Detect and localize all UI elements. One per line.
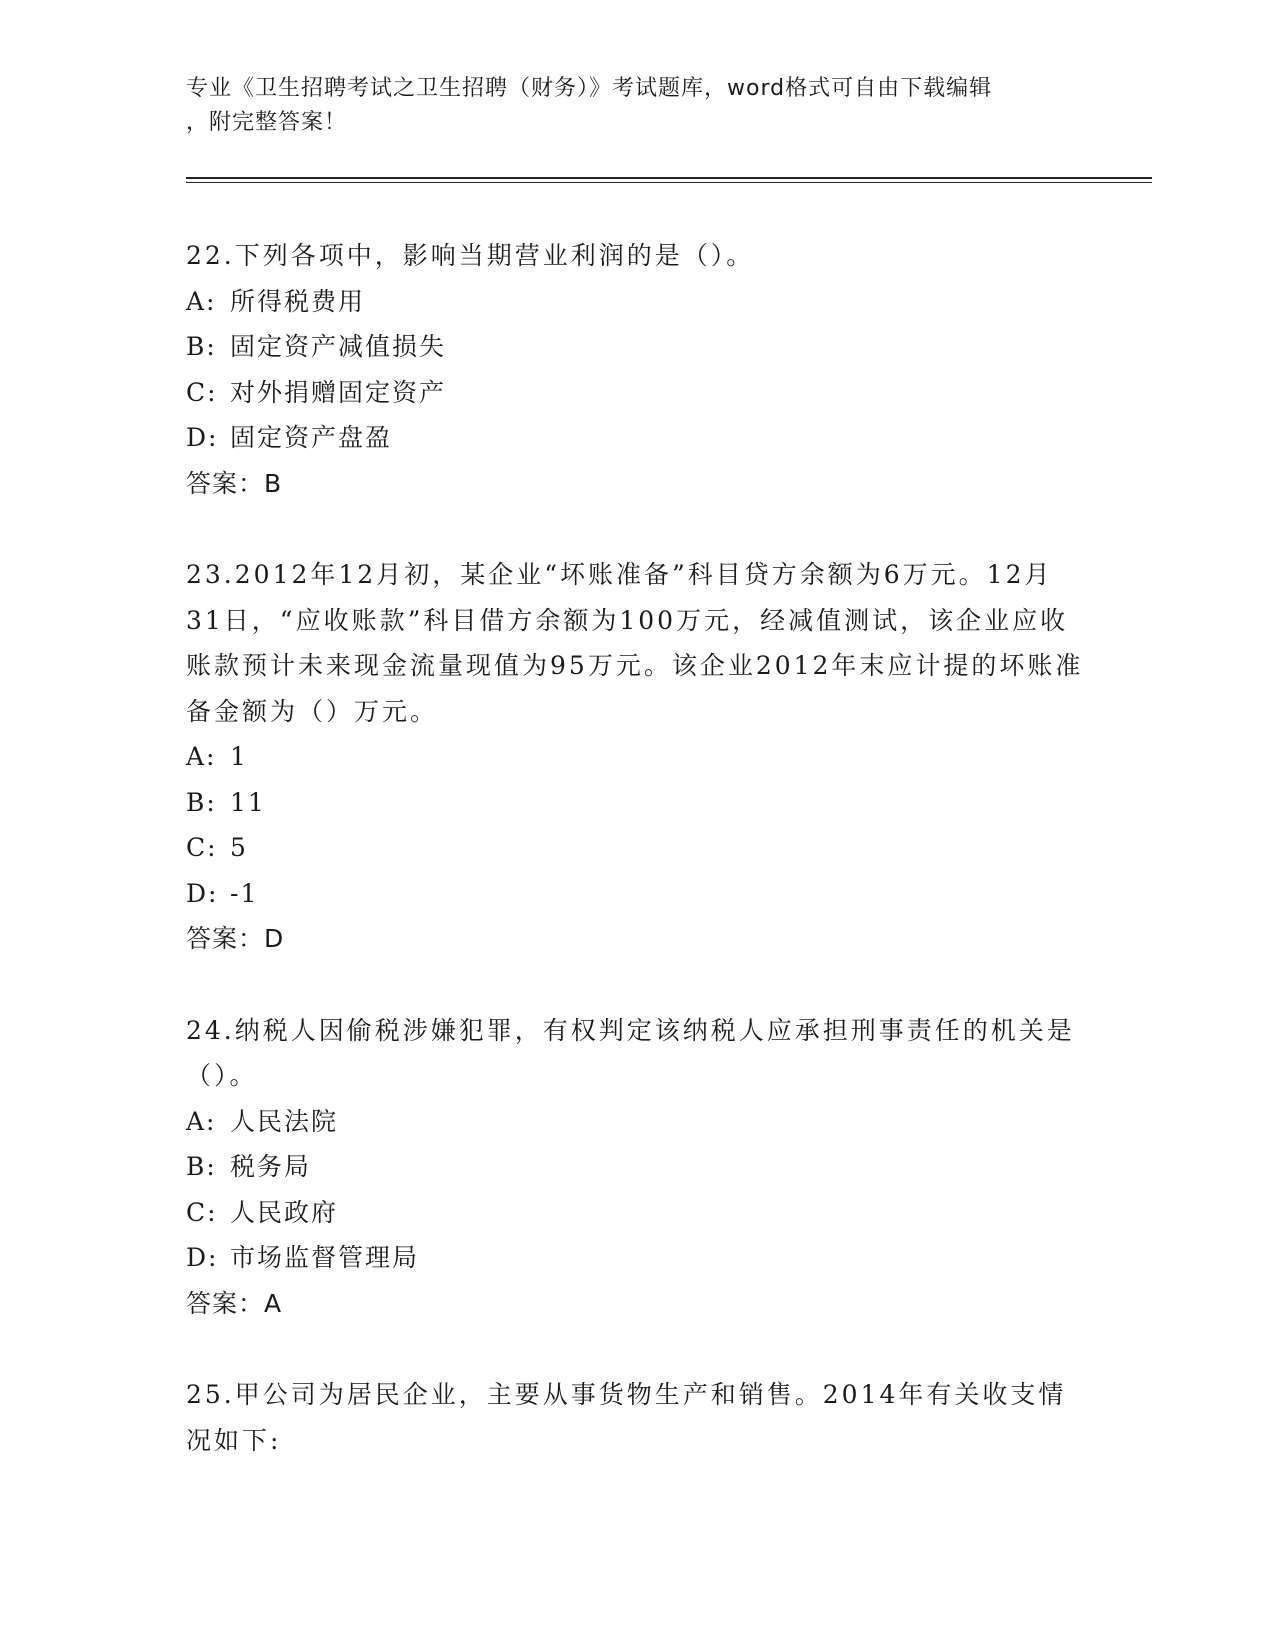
option-text: 1 xyxy=(230,742,248,771)
question-text: 22.下列各项中，影响当期营业利润的是（）。 xyxy=(186,241,755,270)
question-23 xyxy=(186,552,1086,962)
option-b xyxy=(186,324,1086,370)
option-letter: D: xyxy=(186,1243,219,1272)
option-letter: D: xyxy=(186,423,219,452)
option-letter: A: xyxy=(186,1106,217,1136)
option-c xyxy=(186,825,1086,871)
option-c xyxy=(186,370,1086,416)
option-letter: D: xyxy=(186,878,219,908)
option-d xyxy=(186,415,1086,461)
option-a xyxy=(186,279,1086,325)
option-b xyxy=(186,1144,1086,1190)
option-text: 人民法院 xyxy=(230,1106,339,1136)
option-letter: C: xyxy=(186,833,218,862)
option-letter: C: xyxy=(186,1197,218,1227)
question-text: 25.甲公司为居民企业，主要从事货物生产和销售。2014年有关收支情况如下: xyxy=(186,1380,1067,1455)
answer-line: 答案：B xyxy=(186,468,283,498)
document-header xyxy=(186,72,1076,140)
header-line-2: ，附完整答案！ xyxy=(186,110,348,135)
option-a xyxy=(186,734,1086,780)
question-text: 24.纳税人因偷税涉嫌犯罪，有权判定该纳税人应承担刑事责任的机关是（）。 xyxy=(186,1015,1075,1090)
option-text: 市场监督管理局 xyxy=(230,1243,420,1272)
option-d xyxy=(186,871,1086,917)
header-divider-thick xyxy=(186,177,1152,179)
option-c xyxy=(186,1190,1086,1236)
option-letter: B: xyxy=(186,787,217,817)
option-letter: A: xyxy=(186,742,217,771)
option-text: 所得税费用 xyxy=(230,286,366,316)
question-list xyxy=(186,233,1086,1509)
option-b xyxy=(186,780,1086,826)
option-letter: B: xyxy=(186,1152,217,1181)
question-25 xyxy=(186,1372,1086,1463)
option-d xyxy=(186,1235,1086,1281)
answer-line: 答案：D xyxy=(186,924,285,953)
option-text: 固定资产盘盈 xyxy=(230,423,393,452)
option-letter: B: xyxy=(186,332,217,361)
header-line-1: 专业《卫生招聘考试之卫生招聘（财务）》考试题库，word格式可自由下载编辑 xyxy=(186,76,993,101)
answer-line: 答案：A xyxy=(186,1288,283,1318)
option-text: 税务局 xyxy=(230,1152,312,1181)
question-24 xyxy=(186,1008,1086,1327)
option-letter: C: xyxy=(186,377,218,407)
option-a xyxy=(186,1099,1086,1145)
option-text: 对外捐赠固定资产 xyxy=(230,377,447,407)
option-letter: A: xyxy=(186,286,217,316)
question-22 xyxy=(186,233,1086,506)
header-divider-thin xyxy=(186,182,1152,183)
option-text: 11 xyxy=(230,787,266,817)
option-text: 固定资产减值损失 xyxy=(230,332,447,361)
option-text: 人民政府 xyxy=(230,1197,339,1227)
option-text: 5 xyxy=(230,833,248,862)
question-text: 23.2012年12月初，某企业“坏账准备”科目贷方余额为6万元。12月31日，“应收账款”科目借方余额为100万元，经减值测试，该企业应收账款预计未来现金流量现值为95万元。该企业2012年末应计提的坏账准备金额为（）万元。 xyxy=(186,560,1084,726)
option-text: -1 xyxy=(230,878,259,908)
